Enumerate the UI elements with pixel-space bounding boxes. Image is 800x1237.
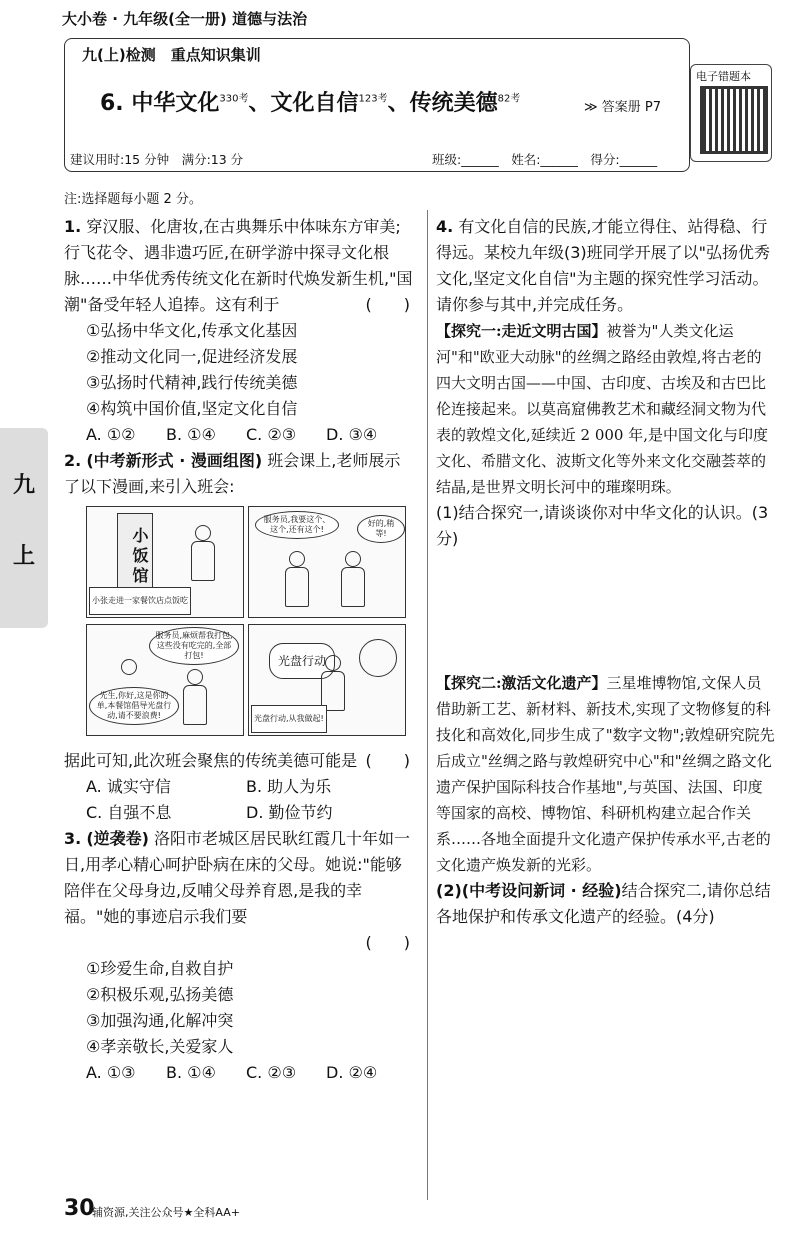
- question-2: [64, 448, 416, 500]
- q1-items: [64, 318, 416, 448]
- explore-2: [436, 670, 776, 878]
- question-1: [64, 214, 416, 318]
- topic-3-count: 82考: [497, 93, 521, 105]
- panel-1-caption: 小张走进一家餐饮店点饭吃: [89, 587, 191, 615]
- q1-option-a[interactable]: A. ①②: [86, 425, 136, 444]
- explore-1: [436, 318, 776, 500]
- q4-number: 4.: [436, 217, 454, 236]
- panel-3-bubble-customer: 服务员,麻烦帮我打包,这些没有吃完的,全部打包!: [149, 627, 239, 665]
- qr-label: 电子错题本: [696, 70, 751, 83]
- q3-item: ③加强沟通,化解冲突: [86, 1011, 234, 1030]
- topic-3: 、传统美德: [387, 91, 498, 116]
- side-tab-bottom: 上: [12, 544, 35, 569]
- q1-item: ②推动文化同一,促进经济发展: [86, 347, 298, 366]
- q3-options: [86, 1060, 416, 1086]
- panel-2-bubble-waiter: 好的,稍等!: [357, 515, 405, 543]
- comic-panels: [86, 506, 416, 742]
- q4-sub-2-text: 结合探究二,请你总结各地保护和传承文化遗产的经验。(4分): [436, 881, 771, 926]
- q4-stem: 有文化自信的民族,才能立得住、站得稳、行得远。某校九年级(3)班同学开展了以"弘扬优秀文化,坚定文化自信"为主题的探究性学习活动。请你参与其中,并完成任务。: [436, 217, 771, 314]
- comic-panel-1: [86, 506, 244, 618]
- answer-space-1[interactable]: [436, 552, 776, 670]
- left-column: [64, 214, 416, 1086]
- q4-sub-2-tag: (2)(中考设问新词 · 经验): [436, 881, 622, 900]
- explore-2-tag: 【探究二:激活文化遗产】: [436, 674, 607, 692]
- book-title: 大小卷 · 九年级(全一册) 道德与法治: [62, 10, 308, 28]
- topic-1: 中华文化: [131, 91, 220, 116]
- q3-number: 3.: [64, 829, 82, 848]
- time-score-info: 建议用时:15 分钟 满分:13 分: [70, 152, 244, 167]
- page-number: 30: [64, 1196, 95, 1221]
- explore-1-text: 被誉为"人类文化运河"和"欧亚大动脉"的丝绸之路经由敦煌,将古老的四大文明古国——中国、古印度、古埃及和古巴比伦连接起来。以莫高窟佛教艺术和藏经洞文物为代表的敦煌文化,延续近 2 000 年,是中国文化与印度文化、希腊文化、波斯文化等外来文化交融荟萃的结晶,是世界文明长河中的璀璨明珠。: [436, 322, 769, 496]
- footer-note: 辅资源,关注公众号★全科AA+: [92, 1206, 240, 1219]
- q3-answer-blank[interactable]: ( ): [365, 933, 410, 952]
- grade-side-tab: [0, 428, 48, 628]
- comic-panel-2: [248, 506, 406, 618]
- q3-tag: (逆袭卷): [86, 829, 149, 848]
- person-head-icon: [195, 525, 211, 541]
- person-head-icon: [289, 551, 305, 567]
- panel-4-caption: 光盘行动,从我做起!: [251, 705, 327, 733]
- plate-icon: [359, 639, 397, 677]
- explore-2-text: 三星堆博物馆,文保人员借助新工艺、新材料、新技术,实现了文物修复的科技化和高效化,同步生成了"数字文物";敦煌研究院先后成立"丝绸之路与敦煌研究中心"和"丝绸之路文化遗产保护国际科技合作基地",与英国、法国、印度等国家的高校、博物馆、科研机构建立起合作关系……各地全面提升文化遗产保护传承水平,古老的文化遗产焕发新的光彩。: [436, 674, 775, 874]
- topic-2-count: 123考: [358, 93, 388, 105]
- q1-item: ①弘扬中华文化,传承文化基因: [86, 321, 298, 340]
- topic-number: 6.: [100, 91, 124, 116]
- person-head-icon: [187, 669, 203, 685]
- person-head-icon: [121, 659, 137, 675]
- q1-option-c[interactable]: C. ②③: [246, 425, 297, 444]
- q3-stem: 洛阳市老城区居民耿红霞几十年如一日,用孝心精心呵护卧病在床的父母。她说:"能够陪伴在父母身边,反哺父母养育恩,是我的幸福。"她的事迹启示我们要: [64, 829, 411, 926]
- q2-number: 2.: [64, 451, 82, 470]
- q1-options: [86, 422, 416, 448]
- panel-2-bubble-customer: 服务员,我要这个、这个,还有这个!: [255, 511, 339, 539]
- q2-option-b[interactable]: B. 助人为乐: [246, 777, 332, 796]
- q3-option-b[interactable]: B. ①④: [166, 1063, 216, 1082]
- topic-1-count: 330考: [219, 93, 249, 105]
- comic-panel-3: [86, 624, 244, 736]
- person-body-icon: [285, 567, 309, 607]
- q2-stem-2: 据此可知,此次班会聚焦的传统美德可能是 ( ): [64, 748, 416, 774]
- panel-3-bubble-waiter: 先生,你好,这是你的单,本餐馆倡导光盘行动,请不要浪费!: [89, 687, 179, 725]
- q4-sub-1: (1)结合探究一,请谈谈你对中华文化的认识。(3分): [436, 503, 769, 548]
- question-4: [436, 214, 776, 318]
- q3-option-a[interactable]: A. ①③: [86, 1063, 136, 1082]
- q2-option-c[interactable]: C. 自强不息: [86, 803, 172, 822]
- answer-reference: ≫ 答案册 P7: [584, 100, 661, 115]
- q1-stem: 穿汉服、化唐妆,在古典舞乐中体味东方审美;行飞花令、遇非遗巧匠,在研学游中探寻文化根脉……中华优秀传统文化在新时代焕发新生机,"国潮"备受年轻人追捧。这有利于: [64, 217, 413, 314]
- person-head-icon: [345, 551, 361, 567]
- q3-items: [64, 956, 416, 1086]
- q3-option-d[interactable]: D. ②④: [326, 1063, 378, 1082]
- q1-item: ④构筑中国价值,坚定文化自信: [86, 399, 298, 418]
- student-info-fields: 班级:______ 姓名:______ 得分:______: [432, 152, 658, 167]
- q3-item: ①珍爱生命,自救自护: [86, 959, 234, 978]
- section-label: 九(上)检测 重点知识集训: [78, 44, 265, 65]
- q2-stem: 班会课上,老师展示了以下漫画,来引入班会:: [64, 451, 401, 496]
- restaurant-sign: 小饭馆: [117, 513, 153, 601]
- scoring-note: 注:选择题每小题 2 分。: [64, 192, 202, 207]
- q2-option-d[interactable]: D. 勤俭节约: [246, 803, 333, 822]
- person-body-icon: [341, 567, 365, 607]
- q1-item: ③弘扬时代精神,践行传统美德: [86, 373, 298, 392]
- q1-answer-blank[interactable]: ( ): [365, 295, 410, 314]
- q3-option-c[interactable]: C. ②③: [246, 1063, 297, 1082]
- comic-panel-4: [248, 624, 406, 736]
- topic-2: 、文化自信: [248, 91, 359, 116]
- topic-heading: [100, 86, 520, 117]
- q2-tag: (中考新形式 · 漫画组图): [86, 451, 263, 470]
- q3-item: ②积极乐观,弘扬美德: [86, 985, 234, 1004]
- q2-answer-blank[interactable]: ( ): [365, 751, 410, 770]
- explore-1-tag: 【探究一:走近文明古国】: [436, 322, 607, 340]
- right-column: [436, 214, 776, 930]
- person-body-icon: [191, 541, 215, 581]
- q1-option-d[interactable]: D. ③④: [326, 425, 378, 444]
- person-body-icon: [183, 685, 207, 725]
- column-divider: [427, 210, 428, 1200]
- clean-plate-sign: 光盘行动: [269, 643, 335, 679]
- question-3: [64, 826, 416, 930]
- q2-options: [64, 774, 416, 826]
- side-tab-top: 九: [12, 473, 35, 498]
- q4-sub-2: [436, 878, 776, 930]
- q2-option-a[interactable]: A. 诚实守信: [86, 777, 171, 796]
- q1-option-b[interactable]: B. ①④: [166, 425, 216, 444]
- qr-code-icon[interactable]: [700, 86, 768, 154]
- person-head-icon: [325, 655, 341, 671]
- q3-item: ④孝亲敬长,关爱家人: [86, 1037, 234, 1056]
- q1-number: 1.: [64, 217, 82, 236]
